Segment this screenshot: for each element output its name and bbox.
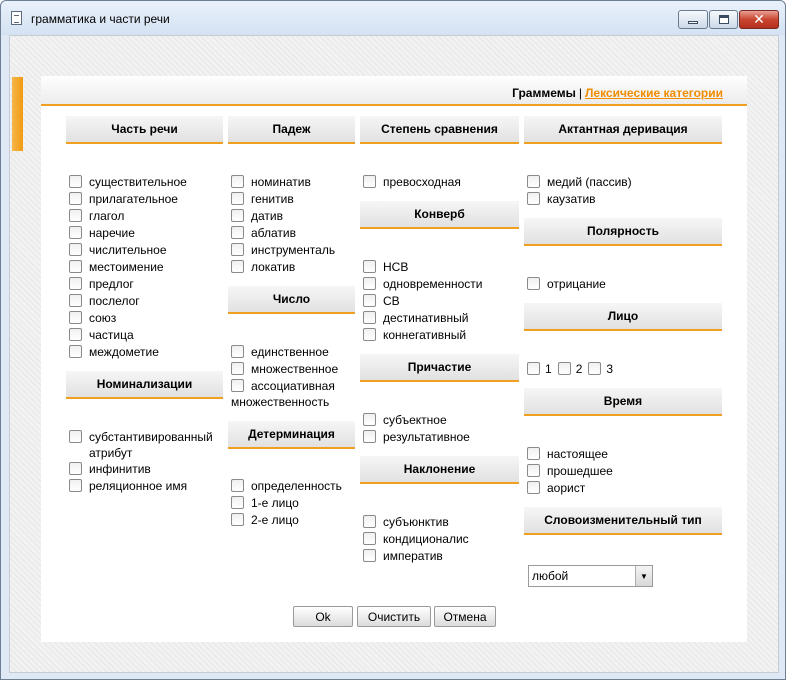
section-mood-header: Наклонение [360, 456, 519, 484]
checkbox-past[interactable] [527, 462, 613, 479]
chevron-down-icon[interactable]: ▼ [635, 566, 652, 586]
checkbox-label: аблатив [251, 225, 296, 240]
side-tab[interactable] [12, 77, 23, 151]
document-icon [11, 11, 22, 25]
checkbox-label: коннегативный [383, 327, 467, 342]
checkbox-label: частица [89, 327, 134, 342]
checkbox[interactable] [363, 515, 376, 528]
panel-header [41, 76, 747, 106]
checkbox[interactable] [69, 328, 82, 341]
checkbox[interactable] [69, 345, 82, 358]
select-value: любой [532, 569, 569, 583]
section-nominal-header: Номинализации [66, 371, 223, 399]
checkbox-aorist[interactable] [527, 479, 585, 496]
checkbox[interactable] [363, 294, 376, 307]
checkbox[interactable] [231, 175, 244, 188]
checkbox[interactable] [363, 175, 376, 188]
checkbox-label: 1 [545, 361, 552, 376]
close-icon: ✕ [753, 11, 765, 28]
ok-button[interactable]: Ok [293, 606, 353, 627]
maximize-icon [719, 15, 729, 24]
checkbox-conditional[interactable] [363, 530, 469, 547]
checkbox[interactable] [231, 209, 244, 222]
checkbox-postposition[interactable] [69, 292, 140, 309]
checkbox[interactable] [69, 260, 82, 273]
checkbox[interactable] [363, 413, 376, 426]
section-tense-header: Время [524, 388, 722, 416]
checkbox-singular[interactable] [231, 343, 329, 360]
checkbox-label: СВ [383, 293, 400, 308]
checkbox-relational-noun[interactable] [69, 477, 187, 494]
checkbox-substantivized[interactable] [69, 428, 213, 445]
cancel-button[interactable]: Отмена [434, 606, 496, 627]
checkbox[interactable] [231, 226, 244, 239]
checkbox[interactable] [69, 294, 82, 307]
checkbox-label: 2-е лицо [251, 512, 299, 527]
checkbox-label: междометие [89, 344, 159, 359]
checkbox[interactable] [231, 362, 244, 375]
checkbox-label: числительное [89, 242, 167, 257]
checkbox[interactable] [527, 481, 540, 494]
clear-button[interactable]: Очистить [357, 606, 431, 627]
section-converb-header: Конверб [360, 201, 519, 229]
checkbox-label: прилагательное [89, 191, 178, 206]
section-inflection-header: Словоизменительный тип [524, 507, 722, 535]
tab-lexical-categories[interactable]: Лексические категории [584, 86, 723, 100]
checkbox[interactable] [231, 345, 244, 358]
checkbox[interactable] [363, 328, 376, 341]
checkbox-label: субстантивированный [89, 429, 213, 444]
checkbox-label: каузатив [547, 191, 596, 206]
checkbox-label: медий (пассив) [547, 174, 632, 189]
section-person-header: Лицо [524, 303, 722, 331]
checkbox[interactable] [363, 430, 376, 443]
checkbox[interactable] [363, 260, 376, 273]
checkbox[interactable] [231, 379, 244, 392]
window-title: грамматика и части речи [31, 12, 170, 26]
checkbox-destinative[interactable] [363, 309, 468, 326]
checkbox-locative[interactable] [231, 258, 295, 275]
checkbox[interactable] [527, 447, 540, 460]
checkbox-subject-participle[interactable] [363, 411, 447, 428]
checkbox-interjection[interactable] [69, 343, 159, 360]
section-determination-header: Детерминация [228, 421, 355, 449]
checkbox[interactable] [69, 311, 82, 324]
checkbox-label: кондиционалис [383, 531, 469, 546]
inflection-type-select[interactable] [528, 565, 653, 587]
checkbox-instrumental[interactable] [231, 241, 335, 258]
checkbox[interactable] [527, 277, 540, 290]
section-pos-header: Часть речи [66, 116, 223, 144]
checkbox[interactable] [231, 243, 244, 256]
checkbox-1st-person[interactable] [231, 494, 299, 511]
checkbox-label-wrap: множественность [231, 395, 330, 409]
checkbox[interactable] [527, 175, 540, 188]
checkbox[interactable] [69, 430, 82, 443]
checkbox-label: множественное [251, 361, 339, 376]
checkbox-label: местоимение [89, 259, 164, 274]
checkbox-label: дестинативный [383, 310, 469, 325]
checkbox-adjective[interactable] [69, 190, 178, 207]
checkbox-label-wrap: атрибут [89, 446, 133, 460]
checkbox-label: реляционное имя [89, 478, 188, 493]
checkbox[interactable] [363, 549, 376, 562]
checkbox-label: прошедшее [547, 463, 613, 478]
checkbox-particle[interactable] [69, 326, 134, 343]
checkbox[interactable] [363, 532, 376, 545]
section-participle-header: Причастие [360, 354, 519, 382]
title-bar[interactable] [1, 1, 785, 35]
checkbox-negation[interactable] [527, 275, 606, 292]
checkbox-label: аорист [547, 480, 586, 495]
checkbox[interactable] [69, 192, 82, 205]
checkbox-adverb[interactable] [69, 224, 135, 241]
checkbox-verb[interactable] [69, 207, 124, 224]
checkbox[interactable] [69, 462, 82, 475]
checkbox-label: глагол [89, 208, 125, 223]
checkbox-label: существительное [89, 174, 187, 189]
checkbox-label: отрицание [547, 276, 606, 291]
checkbox-label: датив [251, 208, 283, 223]
checkbox-label: послелог [89, 293, 140, 308]
checkbox[interactable] [69, 209, 82, 222]
section-polarity-header: Полярность [524, 218, 722, 246]
checkbox[interactable] [231, 496, 244, 509]
checkbox-label: инструменталь [251, 242, 336, 257]
checkbox-label: 1-е лицо [251, 495, 299, 510]
checkbox[interactable] [69, 277, 82, 290]
checkbox-label: предлог [89, 276, 134, 291]
checkbox-dative[interactable] [231, 207, 283, 224]
checkbox-subjunctive[interactable] [363, 513, 449, 530]
checkbox-label: НСВ [383, 259, 409, 274]
checkbox-middle-passive[interactable] [527, 173, 632, 190]
checkbox-person-2[interactable] [558, 362, 571, 375]
checkbox-genitive[interactable] [231, 190, 294, 207]
checkbox-person-1[interactable] [527, 362, 540, 375]
checkbox-superlative[interactable] [363, 173, 461, 190]
tab-separator: | [578, 86, 582, 100]
checkbox[interactable] [69, 479, 82, 492]
checkbox-causative[interactable] [527, 190, 596, 207]
checkbox-label: союз [89, 310, 117, 325]
checkbox-label: результативное [383, 429, 470, 444]
checkbox-definiteness[interactable] [231, 477, 342, 494]
checkbox[interactable] [69, 175, 82, 188]
checkbox-plural[interactable] [231, 360, 338, 377]
checkbox[interactable] [527, 192, 540, 205]
checkbox-label: настоящее [547, 446, 608, 461]
checkbox[interactable] [527, 464, 540, 477]
checkbox-preposition[interactable] [69, 275, 134, 292]
checkbox-nsv[interactable] [363, 258, 408, 275]
checkbox-label: генитив [251, 191, 294, 206]
checkbox-person-3[interactable] [588, 362, 601, 375]
section-case-header: Падеж [228, 116, 355, 144]
checkbox-2nd-person[interactable] [231, 511, 299, 528]
checkbox-associative[interactable] [231, 377, 335, 394]
checkbox-label: номинатив [251, 174, 311, 189]
checkbox-infinitive[interactable] [69, 460, 151, 477]
section-degree-header: Степень сравнения [360, 116, 519, 144]
checkbox-pronoun[interactable] [69, 258, 164, 275]
checkbox-ablative[interactable] [231, 224, 296, 241]
checkbox-resultative[interactable] [363, 428, 470, 445]
person-checkboxes [527, 360, 619, 377]
client-area [9, 35, 779, 673]
checkbox-label: субъюнктив [383, 514, 449, 529]
section-actant-header: Актантная деривация [524, 116, 722, 144]
checkbox-noun[interactable] [69, 173, 187, 190]
checkbox-simultaneity[interactable] [363, 275, 483, 292]
checkbox-imperative[interactable] [363, 547, 443, 564]
checkbox-present[interactable] [527, 445, 608, 462]
checkbox-label: локатив [251, 259, 296, 274]
checkbox-sv[interactable] [363, 292, 400, 309]
checkbox-label: единственное [251, 344, 329, 359]
checkbox[interactable] [231, 260, 244, 273]
checkbox-label: императив [383, 548, 443, 563]
checkbox[interactable] [69, 243, 82, 256]
minimize-button[interactable] [678, 10, 708, 29]
close-button[interactable] [739, 10, 779, 29]
section-number-header: Число [228, 286, 355, 314]
checkbox-nominative[interactable] [231, 173, 311, 190]
maximize-button[interactable] [709, 10, 738, 29]
checkbox[interactable] [231, 513, 244, 526]
checkbox-label: инфинитив [89, 461, 151, 476]
checkbox-label: определенность [251, 478, 342, 493]
checkbox-label: субъектное [383, 412, 447, 427]
checkbox[interactable] [231, 192, 244, 205]
minimize-icon [688, 21, 698, 24]
checkbox-conjunction[interactable] [69, 309, 116, 326]
checkbox-label: наречие [89, 225, 135, 240]
checkbox[interactable] [69, 226, 82, 239]
grammar-panel [41, 76, 747, 642]
checkbox[interactable] [363, 311, 376, 324]
checkbox-label: превосходная [383, 174, 461, 189]
tab-grammemes[interactable]: Граммемы [512, 86, 576, 100]
checkbox-label: ассоциативная [251, 378, 335, 393]
checkbox-label: 3 [606, 361, 614, 376]
checkbox-numeral[interactable] [69, 241, 167, 258]
checkbox[interactable] [363, 277, 376, 290]
checkbox-label: одновременности [383, 276, 483, 291]
checkbox-label: 2 [575, 361, 583, 376]
checkbox-connegative[interactable] [363, 326, 466, 343]
checkbox[interactable] [231, 479, 244, 492]
category-tabs [512, 86, 723, 100]
